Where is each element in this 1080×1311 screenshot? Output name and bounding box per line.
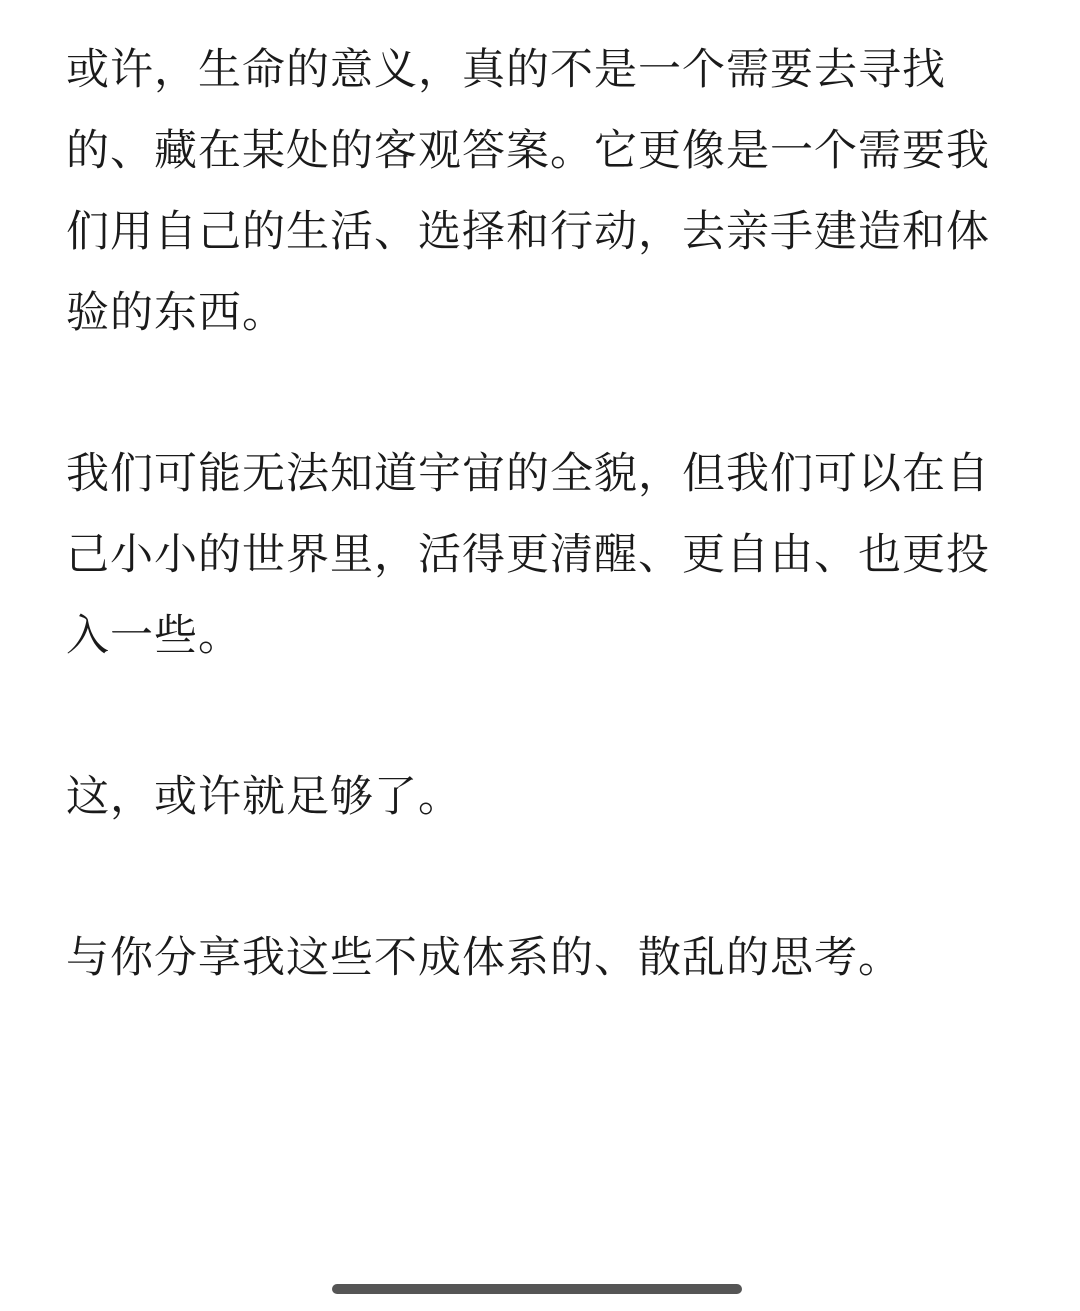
paragraph-universe bbox=[66, 434, 1006, 677]
paragraph-line: 或许，生命的意义，真的不是一个需要去寻找 bbox=[66, 45, 946, 95]
paragraph-meaning bbox=[66, 30, 1006, 354]
paragraph-line: 这，或许就足够了。 bbox=[66, 772, 462, 822]
paragraph-line: 验的东西。 bbox=[66, 288, 286, 338]
paragraph-sharing bbox=[66, 918, 1006, 999]
paragraph-line: 入一些。 bbox=[66, 611, 242, 661]
article-body bbox=[66, 30, 1006, 1079]
paragraph-line: 己小小的世界里，活得更清醒、更自由、也更投 bbox=[66, 530, 990, 580]
paragraph-enough bbox=[66, 757, 1006, 838]
paragraph-line: 与你分享我这些不成体系的、散乱的思考。 bbox=[66, 933, 902, 983]
paragraph-line: 我们可能无法知道宇宙的全貌，但我们可以在自 bbox=[66, 449, 990, 499]
paragraph-line: 的、藏在某处的客观答案。它更像是一个需要我 bbox=[66, 126, 990, 176]
paragraph-line: 们用自己的生活、选择和行动，去亲手建造和体 bbox=[66, 207, 990, 257]
home-indicator-bar[interactable] bbox=[332, 1284, 742, 1294]
